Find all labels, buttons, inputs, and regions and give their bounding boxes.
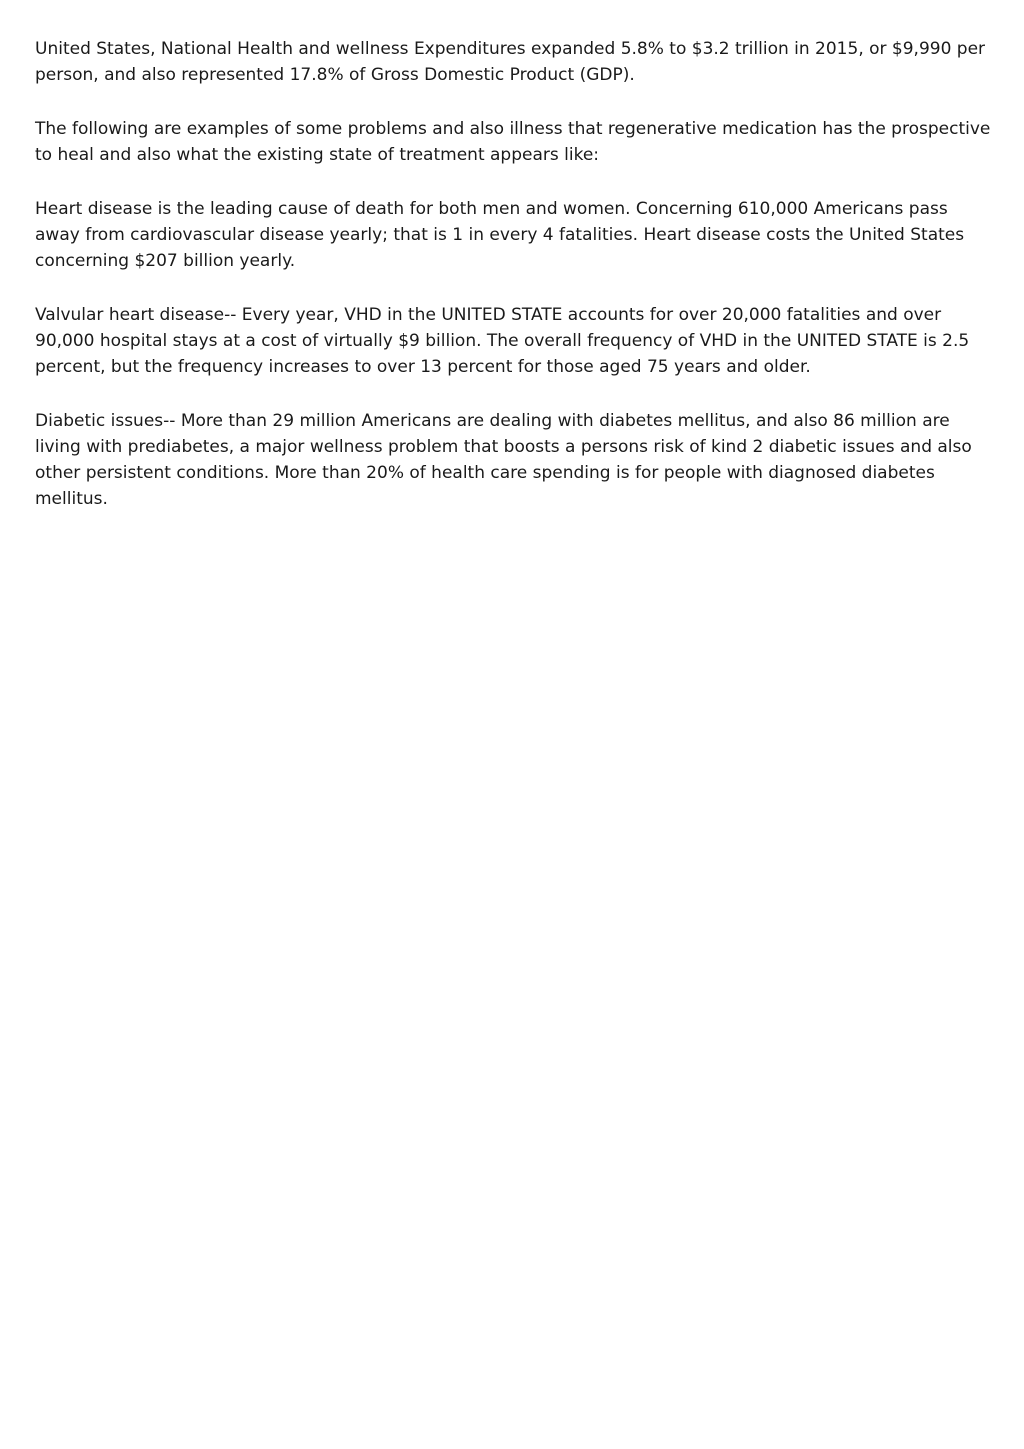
paragraph-health-expenditures: United States, National Health and wellness Expenditures expanded 5.8% to $3.2 trillion in 2015, or $9,990 per person, and also represented 17.8% of Gross Domestic Product (GDP). (35, 39, 986, 85)
paragraph-heart-disease: Heart disease is the leading cause of death for both men and women. Concerning 610,000 Americans pass away from cardiovascular disease yearly; that is 1 in every 4 fatalities. Heart disease costs the United States concerning $207 billion yearly. (35, 199, 965, 271)
paragraph-valvular-heart-disease: Valvular heart disease-- Every year, VHD in the UNITED STATE accounts for over 20,000 fatalities and over 90,000 hospital stays at a cost of virtually $9 billion. The overall frequency of VHD in the UNITED STATE is 2.5 percent, but the frequency increases to over 13 percent for those aged 75 years and older. (35, 305, 970, 377)
paragraph-diabetic-issues: Diabetic issues-- More than 29 million Americans are dealing with diabetes mellitus, and also 86 million are living with prediabetes, a major wellness problem that boosts a persons risk of kind 2 diabetic issues and also other persistent conditions. More than 20% of health care spending is for people with diagnosed diabetes mellitus. (35, 411, 972, 509)
paragraph-examples-intro: The following are examples of some problems and also illness that regenerative medication has the prospective to heal and also what the existing state of treatment appears like: (35, 119, 991, 165)
